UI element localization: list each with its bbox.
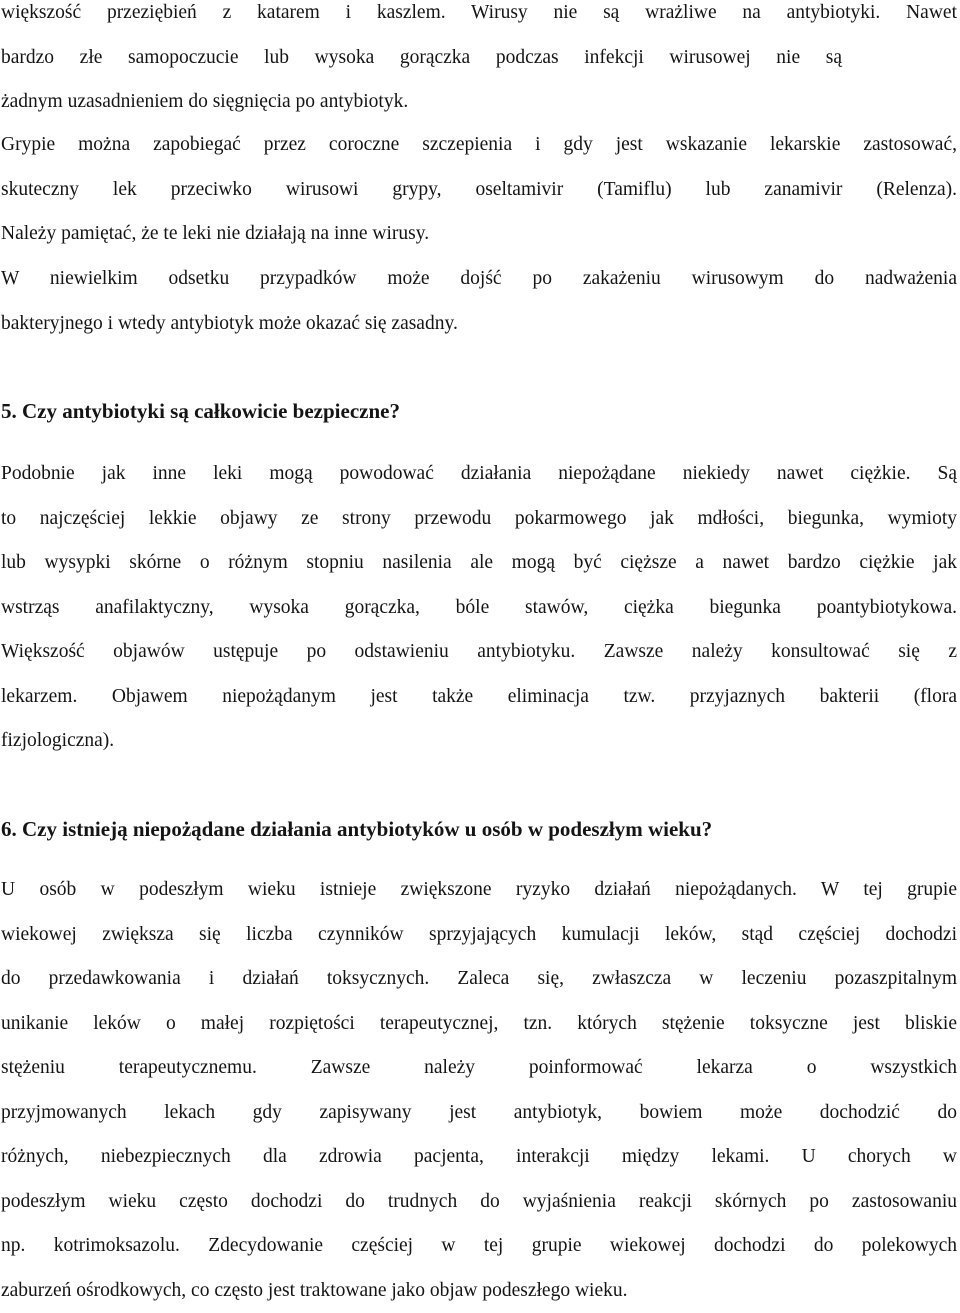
paragraph-influenza: [1, 123, 957, 257]
text-line: wiekowej zwiększa się liczba czynników sprzyjających kumulacji leków, stąd częściej dochodzi: [1, 913, 957, 958]
text-line: podeszłym wieku często dochodzi do trudnych do wyjaśnienia reakcji skórnych po zastosowaniu: [1, 1180, 957, 1225]
text-line: większość przeziębień z katarem i kaszlem. Wirusy nie są wrażliwe na antybiotyki. Nawet: [1, 0, 957, 36]
text-line: bakteryjnego i wtedy antybiotyk może okazać się zasadny.: [1, 302, 957, 347]
text-line: przyjmowanych lekach gdy zapisywany jest antybiotyk, bowiem może dochodzić do: [1, 1091, 957, 1136]
text-line: bardzo złe samopoczucie lub wysoka gorączka podczas infekcji wirusowej nie są: [1, 36, 957, 81]
section-5-body: [1, 452, 957, 764]
text-line: do przedawkowania i działań toksycznych. Zaleca się, zwłaszcza w leczeniu pozaszpitalnym: [1, 957, 957, 1002]
paragraph-bacterial-superinfection: [1, 257, 957, 346]
text-line: W niewielkim odsetku przypadków może dojść po zakażeniu wirusowym do nadważenia: [1, 257, 957, 302]
section-5-heading: 5. Czy antybiotyki są całkowicie bezpieczne?: [1, 396, 400, 426]
text-line: skuteczny lek przeciwko wirusowi grypy, oseltamivir (Tamiflu) lub zanamivir (Relenza).: [1, 168, 957, 213]
text-line: zaburzeń ośrodkowych, co często jest traktowane jako objaw podeszłego wieku.: [1, 1269, 957, 1313]
text-line: fizjologiczna).: [1, 719, 957, 764]
paragraph-viral-infections: [1, 0, 957, 125]
section-6-heading: 6. Czy istnieją niepożądane działania antybiotyków u osób w podeszłym wieku?: [1, 814, 712, 844]
text-line: Należy pamiętać, że te leki nie działają na inne wirusy.: [1, 212, 957, 257]
text-line: lub wysypki skórne o różnym stopniu nasilenia ale mogą być cięższe a nawet bardzo ciężkie jak: [1, 541, 957, 586]
text-line: U osób w podeszłym wieku istnieje zwiększone ryzyko działań niepożądanych. W tej grupie: [1, 868, 957, 913]
text-line: stężeniu terapeutycznemu. Zawsze należy poinformować lekarza o wszystkich: [1, 1046, 957, 1091]
text-line: Grypie można zapobiegać przez coroczne szczepienia i gdy jest wskazanie lekarskie zastosować,: [1, 123, 957, 168]
text-line: Podobnie jak inne leki mogą powodować działania niepożądane niekiedy nawet ciężkie. Są: [1, 452, 957, 497]
text-line: żadnym uzasadnieniem do sięgnięcia po antybiotyk.: [1, 80, 957, 125]
text-line: wstrząs anafilaktyczny, wysoka gorączka, bóle stawów, ciężka biegunka poantybiotykowa.: [1, 586, 957, 631]
text-line: Większość objawów ustępuje po odstawieniu antybiotyku. Zawsze należy konsultować się z: [1, 630, 957, 675]
text-line: lekarzem. Objawem niepożądanym jest także eliminacja tzw. przyjaznych bakterii (flora: [1, 675, 957, 720]
text-line: unikanie leków o małej rozpiętości terapeutycznej, tzn. których stężenie toksyczne jest bliskie: [1, 1002, 957, 1047]
text-line: to najczęściej lekkie objawy ze strony przewodu pokarmowego jak mdłości, biegunka, wymioty: [1, 497, 957, 542]
section-6-body: [1, 868, 957, 1313]
text-line: np. kotrimoksazolu. Zdecydowanie częściej w tej grupie wiekowej dochodzi do polekowych: [1, 1224, 957, 1269]
text-line: różnych, niebezpiecznych dla zdrowia pacjenta, interakcji między lekami. U chorych w: [1, 1135, 957, 1180]
